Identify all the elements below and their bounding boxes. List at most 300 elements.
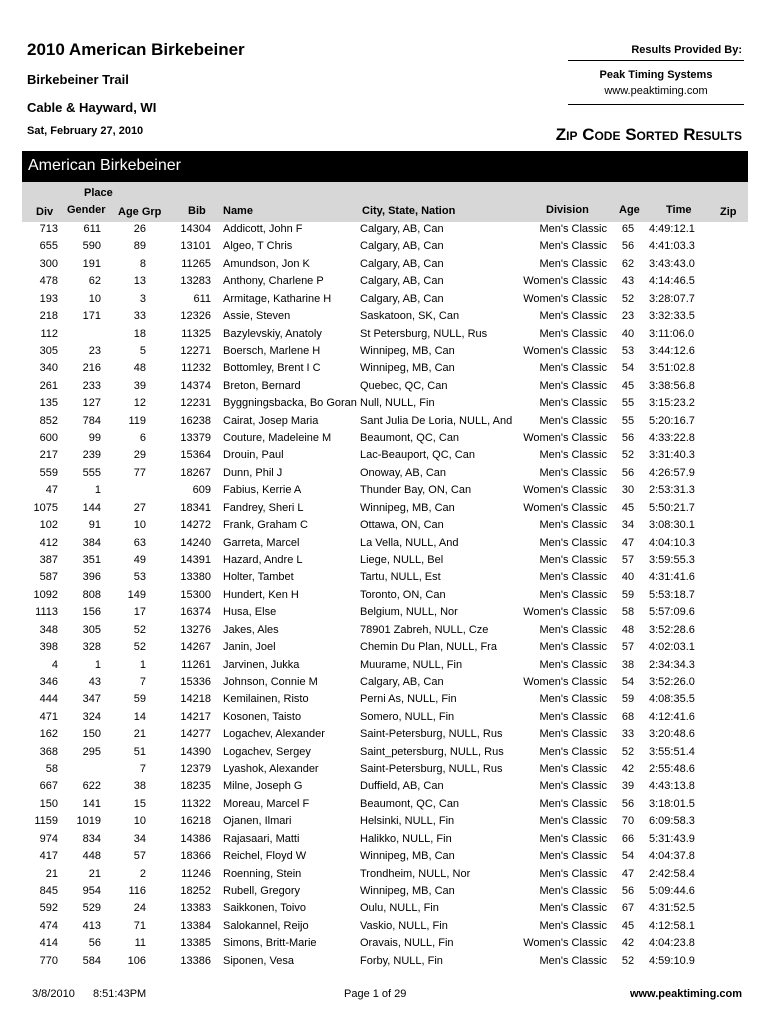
athlete-name: Rajasaari, Matti (223, 832, 300, 845)
gender-place: 413 (82, 919, 101, 932)
finish-time: 4:14:46.5 (649, 275, 695, 288)
div-place: 47 (45, 484, 58, 497)
bib: 12379 (180, 763, 211, 776)
division: Men's Classic (539, 397, 607, 410)
provider-box (568, 60, 744, 105)
division: Men's Classic (539, 902, 607, 915)
finish-time: 4:04:23.8 (649, 937, 695, 950)
athlete-name: Cairat, Josep Maria (223, 414, 319, 427)
gender-place: 305 (82, 623, 101, 636)
division: Men's Classic (539, 780, 607, 793)
age-grp-place: 63 (133, 536, 146, 549)
div-place: 770 (39, 954, 58, 967)
age-grp-place: 51 (133, 745, 146, 758)
gender-place: 448 (82, 850, 101, 863)
col-place: Place (84, 187, 113, 199)
bib: 18235 (180, 780, 211, 793)
gender-place: 590 (82, 240, 101, 253)
bib: 16218 (180, 815, 211, 828)
table-row (22, 570, 748, 587)
age-grp-place: 29 (133, 449, 146, 462)
city-state-nation: Null, NULL, Fin (360, 397, 435, 410)
city-state-nation: Trondheim, NULL, Nor (360, 867, 471, 880)
age-grp-place: 89 (133, 240, 146, 253)
finish-time: 4:08:35.5 (649, 693, 695, 706)
age: 40 (621, 327, 635, 340)
gender-place: 141 (82, 797, 101, 810)
bib: 16238 (180, 414, 211, 427)
age-grp-place: 26 (133, 223, 146, 235)
table-row (22, 832, 748, 849)
athlete-name: Jarvinen, Jukka (223, 658, 300, 671)
city-state-nation: 78901 Zabreh, NULL, Cze (360, 623, 489, 636)
div-place: 150 (39, 797, 58, 810)
gender-place: 156 (82, 606, 101, 619)
bib: 13380 (180, 571, 211, 584)
table-row (22, 222, 748, 239)
city-state-nation: Saint-Petersburg, NULL, Rus (360, 763, 503, 776)
bib: 15336 (180, 675, 211, 688)
division: Men's Classic (539, 850, 607, 863)
athlete-name: Johnson, Connie M (223, 675, 318, 688)
bib: 13383 (180, 902, 211, 915)
table-row (22, 623, 748, 640)
age: 43 (621, 275, 635, 288)
table-row (22, 954, 748, 971)
division: Women's Classic (523, 292, 607, 305)
finish-time: 3:59:55.3 (649, 553, 695, 566)
age: 67 (621, 902, 635, 915)
age: 54 (621, 675, 635, 688)
col-city: City, State, Nation (362, 205, 456, 217)
bib: 12326 (180, 310, 211, 323)
bib: 12271 (180, 344, 211, 357)
footer-url: www.peaktiming.com (629, 988, 742, 1000)
bib: 16374 (180, 606, 211, 619)
div-place: 1092 (33, 588, 58, 601)
city-state-nation: Beaumont, QC, Can (360, 797, 460, 810)
age: 30 (621, 484, 635, 497)
city-state-nation: Halikko, NULL, Fin (360, 832, 452, 845)
gender-place: 351 (82, 553, 101, 566)
city-state-nation: Calgary, AB, Can (360, 292, 444, 305)
bib: 13384 (180, 919, 211, 932)
division: Men's Classic (539, 954, 607, 967)
col-name: Name (223, 205, 253, 217)
athlete-name: Bottomley, Brent I C (223, 362, 321, 375)
table-row (22, 588, 748, 605)
age-grp-place: 5 (139, 344, 146, 357)
table-row (22, 344, 748, 361)
bib: 14304 (180, 223, 211, 235)
provided-by-label: Results Provided By: (631, 44, 742, 56)
table-row (22, 274, 748, 291)
division: Men's Classic (539, 519, 607, 532)
div-place: 667 (39, 780, 58, 793)
age: 58 (621, 606, 635, 619)
finish-time: 2:42:58.4 (649, 867, 695, 880)
division: Men's Classic (539, 884, 607, 897)
athlete-name: Logachev, Alexander (223, 728, 325, 741)
finish-time: 3:15:23.2 (649, 397, 695, 410)
athlete-name: Hazard, Andre L (223, 553, 303, 566)
bib: 18267 (180, 466, 211, 479)
bib: 14386 (180, 832, 211, 845)
bib: 15364 (180, 449, 211, 462)
bib: 18341 (180, 501, 211, 514)
gender-place: 23 (88, 344, 101, 357)
div-place: 398 (39, 641, 58, 654)
athlete-name: Saikkonen, Toivo (223, 902, 306, 915)
div-place: 478 (39, 275, 58, 288)
city-state-nation: Calgary, AB, Can (360, 240, 444, 253)
athlete-name: Boersch, Marlene H (223, 344, 321, 357)
table-row (22, 605, 748, 622)
athlete-name: Couture, Madeleine M (223, 432, 332, 445)
table-row (22, 257, 748, 274)
col-div: Div (36, 206, 54, 218)
division: Men's Classic (539, 327, 607, 340)
finish-time: 5:53:18.7 (649, 588, 695, 601)
division: Women's Classic (523, 606, 607, 619)
gender-place: 622 (82, 780, 101, 793)
div-place: 655 (39, 240, 58, 253)
event-location: Cable & Hayward, WI (27, 100, 157, 115)
bib: 11261 (181, 658, 211, 671)
age-grp-place: 52 (133, 641, 146, 654)
age: 52 (621, 449, 635, 462)
city-state-nation: Saint-Petersburg, NULL, Rus (360, 728, 503, 741)
city-state-nation: Forby, NULL, Fin (360, 954, 443, 967)
table-row (22, 396, 748, 413)
gender-place: 21 (88, 867, 101, 880)
table-row (22, 466, 748, 483)
division: Men's Classic (539, 362, 607, 375)
age: 56 (621, 884, 635, 897)
age-grp-place: 3 (139, 292, 146, 305)
bib: 14391 (180, 553, 211, 566)
div-place: 852 (39, 414, 58, 427)
gender-place: 56 (88, 937, 101, 950)
finish-time: 3:18:01.5 (649, 797, 695, 810)
city-state-nation: Belgium, NULL, Nor (360, 606, 458, 619)
finish-time: 3:44:12.6 (649, 344, 695, 357)
finish-time: 3:32:33.5 (649, 310, 695, 323)
gender-place: 62 (88, 275, 101, 288)
age-grp-place: 39 (133, 379, 146, 392)
div-place: 21 (45, 867, 58, 880)
age: 59 (621, 693, 635, 706)
athlete-name: Holter, Tambet (223, 571, 294, 584)
finish-time: 4:31:41.6 (649, 571, 695, 584)
finish-time: 2:55:48.6 (649, 763, 695, 776)
age-grp-place: 49 (133, 553, 146, 566)
gender-place: 396 (82, 571, 101, 584)
finish-time: 2:34:34.3 (649, 658, 695, 671)
city-state-nation: Toronto, ON, Can (360, 588, 446, 601)
age: 62 (621, 257, 635, 270)
gender-place: 1 (94, 484, 101, 497)
table-row (22, 483, 748, 500)
div-place: 346 (39, 675, 58, 688)
age-grp-place: 12 (133, 397, 146, 410)
gender-place: 295 (82, 745, 101, 758)
finish-time: 4:33:22.8 (649, 432, 695, 445)
division: Men's Classic (539, 797, 607, 810)
athlete-name: Assie, Steven (223, 310, 291, 323)
div-place: 58 (45, 763, 58, 776)
age: 56 (621, 240, 635, 253)
division: Women's Classic (523, 675, 607, 688)
table-row (22, 431, 748, 448)
bib: 14374 (180, 379, 211, 392)
city-state-nation: Winnipeg, MB, Can (360, 850, 455, 863)
athlete-name: Frank, Graham C (223, 519, 308, 532)
gender-place: 150 (82, 728, 101, 741)
finish-time: 5:50:21.7 (649, 501, 695, 514)
gender-place: 239 (82, 449, 101, 462)
city-state-nation: Thunder Bay, ON, Can (360, 484, 472, 497)
city-state-nation: Helsinki, NULL, Fin (360, 815, 455, 828)
athlete-name: Rubell, Gregory (223, 884, 301, 897)
table-row (22, 327, 748, 344)
div-place: 193 (39, 292, 58, 305)
age: 68 (621, 710, 635, 723)
div-place: 412 (39, 536, 58, 549)
gender-place: 611 (83, 223, 101, 235)
footer-time: 8:51:43PM (93, 988, 147, 1000)
athlete-name: Lyashok, Alexander (223, 763, 319, 776)
bib: 11246 (181, 867, 211, 880)
div-place: 600 (39, 432, 58, 445)
age-grp-place: 106 (127, 954, 146, 967)
age: 52 (621, 745, 635, 758)
division: Men's Classic (539, 693, 607, 706)
finish-time: 4:41:03.3 (649, 240, 695, 253)
finish-time: 5:20:16.7 (649, 414, 695, 427)
table-row (22, 884, 748, 901)
finish-time: 4:26:57.9 (649, 466, 695, 479)
athlete-name: Byggningsbacka, Bo Goran (223, 397, 357, 410)
bib: 611 (193, 292, 211, 305)
athlete-name: Bazylevskiy, Anatoly (223, 327, 322, 340)
finish-time: 3:08:30.1 (649, 519, 695, 532)
division: Men's Classic (539, 728, 607, 741)
bib: 14277 (180, 728, 211, 741)
gender-place: 954 (82, 884, 101, 897)
finish-time: 4:49:12.1 (649, 223, 695, 235)
division: Men's Classic (539, 867, 607, 880)
division: Women's Classic (523, 501, 607, 514)
col-division: Division (546, 204, 589, 216)
athlete-name: Drouin, Paul (223, 449, 284, 462)
table-row (22, 762, 748, 779)
bib: 11325 (181, 327, 211, 340)
age-grp-place: 71 (133, 919, 146, 932)
division: Men's Classic (539, 414, 607, 427)
trail-name: Birkebeiner Trail (27, 72, 129, 87)
age: 45 (621, 379, 635, 392)
finish-time: 6:09:58.3 (649, 815, 695, 828)
city-state-nation: Beaumont, QC, Can (360, 432, 460, 445)
table-row (22, 553, 748, 570)
athlete-name: Reichel, Floyd W (223, 850, 307, 863)
division: Men's Classic (539, 919, 607, 932)
age: 52 (621, 292, 635, 305)
col-bib: Bib (188, 205, 206, 217)
city-state-nation: Liege, NULL, Bel (360, 553, 444, 566)
age: 47 (621, 536, 635, 549)
age: 42 (621, 937, 635, 950)
age-grp-place: 38 (133, 780, 146, 793)
bib: 13385 (180, 937, 211, 950)
gender-place: 144 (82, 501, 101, 514)
athlete-name: Jakes, Ales (223, 623, 279, 636)
gender-place: 784 (82, 414, 101, 427)
age-grp-place: 27 (133, 501, 146, 514)
bib: 13386 (180, 954, 211, 967)
table-row (22, 692, 748, 709)
finish-time: 4:59:10.9 (649, 954, 695, 967)
bib: 14218 (180, 693, 211, 706)
finish-time: 3:52:28.6 (649, 623, 695, 636)
division: Women's Classic (523, 432, 607, 445)
div-place: 1159 (34, 815, 58, 828)
age-grp-place: 24 (133, 902, 146, 915)
col-age: Age (619, 204, 640, 216)
gender-place: 328 (82, 641, 101, 654)
athlete-name: Fabius, Kerrie A (223, 484, 302, 497)
city-state-nation: Winnipeg, MB, Can (360, 362, 455, 375)
div-place: 417 (39, 850, 58, 863)
table-row (22, 239, 748, 256)
division: Men's Classic (539, 641, 607, 654)
div-place: 340 (39, 362, 58, 375)
city-state-nation: Quebec, QC, Can (360, 379, 448, 392)
division: Men's Classic (539, 379, 607, 392)
athlete-name: Simons, Britt-Marie (223, 937, 317, 950)
table-row (22, 658, 748, 675)
finish-time: 5:31:43.9 (649, 832, 695, 845)
age-grp-place: 33 (133, 310, 146, 323)
finish-time: 3:28:07.7 (649, 292, 695, 305)
athlete-name: Amundson, Jon K (223, 257, 310, 270)
division: Men's Classic (539, 449, 607, 462)
div-place: 217 (39, 449, 58, 462)
table-row (22, 379, 748, 396)
age: 56 (621, 466, 635, 479)
table-row (22, 919, 748, 936)
age-grp-place: 21 (133, 728, 146, 741)
bib: 14267 (180, 641, 211, 654)
city-state-nation: La Vella, NULL, And (360, 536, 459, 549)
div-place: 305 (39, 344, 58, 357)
age-grp-place: 59 (133, 693, 146, 706)
age: 45 (621, 919, 635, 932)
finish-time: 2:53:31.3 (649, 484, 695, 497)
age: 56 (621, 797, 635, 810)
provider-name: Peak Timing Systems (599, 69, 713, 81)
column-header (22, 182, 748, 222)
finish-time: 4:02:03.1 (649, 641, 695, 654)
finish-time: 3:20:48.6 (649, 728, 695, 741)
athlete-name: Hundert, Ken H (223, 588, 299, 601)
city-state-nation: St Petersburg, NULL, Rus (360, 327, 488, 340)
age-grp-place: 11 (134, 937, 146, 950)
city-state-nation: Oravais, NULL, Fin (360, 937, 454, 950)
table-row (22, 727, 748, 744)
age: 42 (621, 763, 635, 776)
age: 56 (621, 432, 635, 445)
bib: 14272 (180, 519, 211, 532)
bib: 14240 (180, 536, 211, 549)
division: Men's Classic (539, 466, 607, 479)
table-row (22, 361, 748, 378)
finish-time: 3:55:51.4 (649, 745, 695, 758)
page-title: 2010 American Birkebeiner (27, 40, 245, 59)
gender-place: 347 (82, 693, 101, 706)
bib: 14390 (180, 745, 211, 758)
div-place: 387 (39, 553, 58, 566)
city-state-nation: Lac-Beauport, QC, Can (360, 449, 475, 462)
division: Women's Classic (523, 344, 607, 357)
division: Men's Classic (539, 745, 607, 758)
finish-time: 4:31:52.5 (649, 902, 695, 915)
gender-place: 216 (82, 362, 101, 375)
city-state-nation: Perni As, NULL, Fin (360, 693, 457, 706)
age-grp-place: 18 (133, 327, 146, 340)
division: Men's Classic (539, 710, 607, 723)
div-place: 1113 (35, 606, 58, 619)
table-row (22, 710, 748, 727)
footer-date: 3/8/2010 (32, 988, 75, 1000)
city-state-nation: Calgary, AB, Can (360, 257, 444, 270)
city-state-nation: Calgary, AB, Can (360, 675, 444, 688)
div-place: 102 (39, 519, 58, 532)
age: 39 (621, 780, 635, 793)
age-grp-place: 48 (133, 362, 146, 375)
age-grp-place: 7 (139, 675, 146, 688)
col-gender: Gender (67, 204, 106, 216)
finish-time: 4:12:41.6 (649, 710, 695, 723)
division: Men's Classic (539, 553, 607, 566)
city-state-nation: Winnipeg, MB, Can (360, 344, 455, 357)
finish-time: 5:57:09.6 (649, 606, 695, 619)
div-place: 135 (39, 397, 58, 410)
div-place: 713 (39, 223, 58, 235)
athlete-name: Roenning, Stein (223, 867, 302, 880)
bib: 609 (192, 484, 211, 497)
age: 54 (621, 362, 635, 375)
event-name: American Birkebeiner (28, 157, 181, 174)
bib: 14217 (180, 710, 211, 723)
col-time: Time (666, 204, 692, 216)
div-place: 1075 (33, 501, 58, 514)
div-place: 218 (39, 310, 58, 323)
age: 59 (621, 588, 635, 601)
age: 34 (621, 519, 635, 532)
gender-place: 324 (82, 710, 101, 723)
finish-time: 3:31:40.3 (649, 449, 695, 462)
table-row (22, 901, 748, 918)
table-row (22, 640, 748, 657)
table-row (22, 797, 748, 814)
div-place: 559 (39, 466, 58, 479)
athlete-name: Janin, Joel (223, 641, 276, 654)
age: 54 (621, 850, 635, 863)
city-state-nation: Oulu, NULL, Fin (360, 902, 439, 915)
athlete-name: Kemilainen, Risto (223, 693, 309, 706)
